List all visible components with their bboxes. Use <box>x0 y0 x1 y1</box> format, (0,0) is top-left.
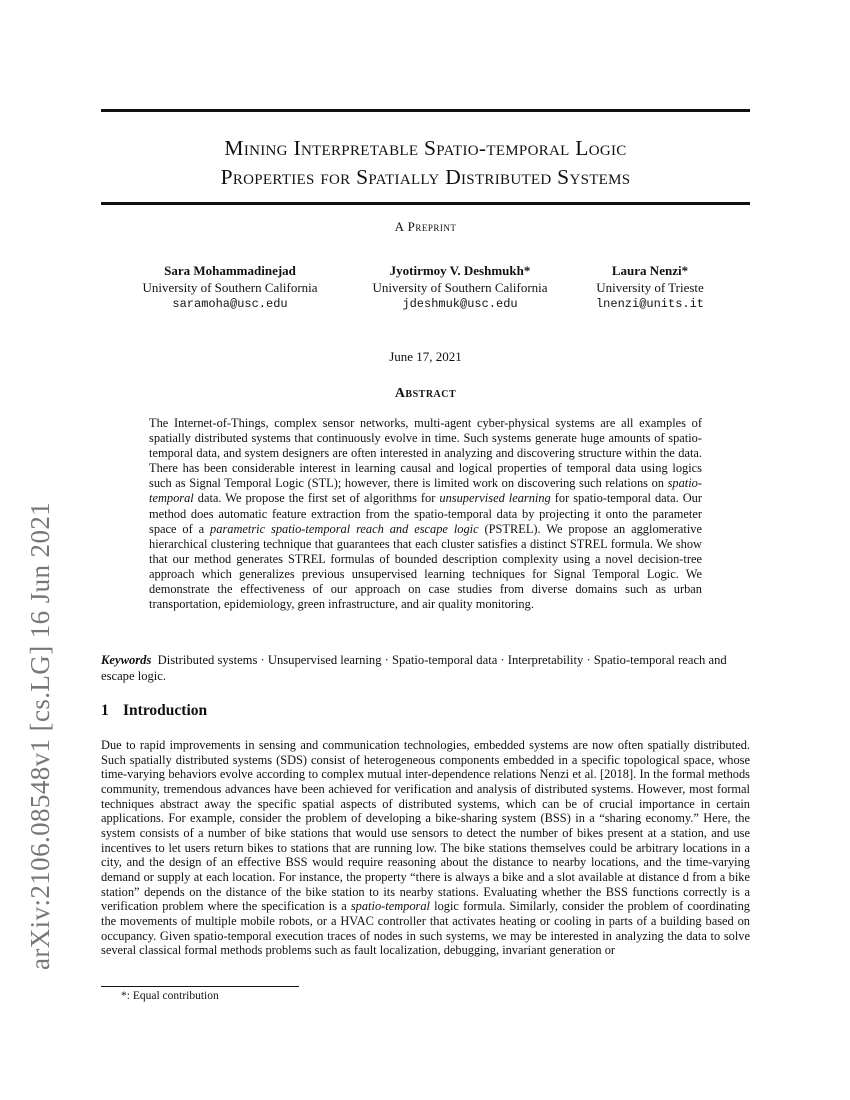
section-title: Introduction <box>123 702 208 719</box>
author-affiliation: University of Southern California <box>142 279 318 295</box>
abstract-heading: Abstract <box>394 386 457 401</box>
publication-date: June 17, 2021 <box>389 349 462 364</box>
author-name: Laura Nenzi* <box>611 263 689 278</box>
section-heading <box>101 702 207 720</box>
keywords-label: Keywords <box>101 653 152 667</box>
author-affiliation: University of Southern California <box>372 279 548 295</box>
author-email[interactable]: saramoha@usc.edu <box>172 297 288 311</box>
author-block <box>120 263 340 313</box>
author-block <box>580 263 720 313</box>
author-block <box>350 263 570 313</box>
footnote-rule <box>101 986 299 987</box>
arxiv-identifier: arXiv:2106.08548v1 [cs.LG] 16 Jun 2021 <box>25 501 55 970</box>
preprint-label: A Preprint <box>394 219 457 234</box>
author-name: Jyotirmoy V. Deshmukh* <box>389 263 531 278</box>
author-name: Sara Mohammadinejad <box>164 263 296 278</box>
top-rule <box>101 109 750 112</box>
title-line-1: Mining Interpretable Spatio-temporal Logic <box>224 136 627 160</box>
author-affiliation: University of Trieste <box>596 279 704 295</box>
keywords <box>101 652 750 684</box>
introduction-paragraph: Due to rapid improvements in sensing and communication technologies, embedded systems are now often spatially distributed. Such spatially distributed systems (SDS) consist of heterogeneous components embedded in a specific topological space, whose time-varying behaviors evolve according to complex mutual inter-dependence relations Nenzi et al. [2018]. In the formal methods community, tremendous advances have been achieved for verification and analysis of distributed systems. However, most formal techniques abstract away the specific spatial aspects of distributed systems, which can be of crucial importance in certain applications. For example, consider the problem of developing a bike-sharing system (BSS) in a “sharing economy.” Here, the system consists of a number of bike stations that would use sensors to detect the number of bikes present at a station, and use incentives to let users return bikes to stations that are running low. The bike stations themselves could be arbitrary locations in a city, and the design of an effective BSS would require reasoning about the distance to nearby locations, and the time-varying demand or supply at each location. For instance, the property “there is always a bike and a slot available at distance d from a bike station” depends on the distance of the bike station to its nearby stations. Evaluating whether the BSS functions correctly is a verification problem where the specification is a spatio-temporal logic formula. Similarly, consider the problem of coordinating the movements of multiple mobile robots, or a HVAC controller that activates heating or cooling in parts of a building based on occupancy. Given spatio-temporal execution traces of nodes in such systems, we may be interested in analyzing the data to solve several classical formal methods problems such as fault localization, debugging, invariant generation or <box>101 738 750 958</box>
title-line-2: Properties for Spatially Distributed Systems <box>220 165 631 189</box>
title-bottom-rule <box>101 202 750 205</box>
author-email[interactable]: lnenzi@units.it <box>595 297 705 311</box>
section-number: 1 <box>101 702 109 719</box>
abstract-text: The Internet-of-Things, complex sensor networks, multi-agent cyber-physical systems are all examples of spatially distributed systems that continuously evolve in time. Such systems generate huge amounts of spatio-temporal data, and system designers are often interested in analyzing and discovering structure within the data. There has been considerable interest in learning causal and logical properties of temporal data using logics such as Signal Temporal Logic (STL); however, there is limited work on discovering such relations on spatio-temporal data. We propose the first set of algorithms for unsupervised learning for spatio-temporal data. Our method does automatic feature extraction from the spatio-temporal data by projecting it onto the parameter space of a parametric spatio-temporal reach and escape logic (PSTREL). We propose an agglomerative hierarchical clustering technique that guarantees that each cluster satisfies a distinct STREL formula. We show that our method generates STREL formulas of bounded description complexity using a novel decision-tree approach which generalizes previous unsupervised learning techniques for Signal Temporal Logic. We demonstrate the effectiveness of our approach on case studies from diverse domains such as urban transportation, epidemiology, green infrastructure, and air quality monitoring. <box>149 416 702 612</box>
author-email[interactable]: jdeshmuk@usc.edu <box>402 297 518 311</box>
footnote: *: Equal contribution <box>121 990 219 1002</box>
keywords-list: Distributed systems · Unsupervised learning · Spatio-temporal data · Interpretability · Spatio-temporal reach and escape logic. <box>101 653 727 683</box>
paper-title <box>101 134 750 192</box>
